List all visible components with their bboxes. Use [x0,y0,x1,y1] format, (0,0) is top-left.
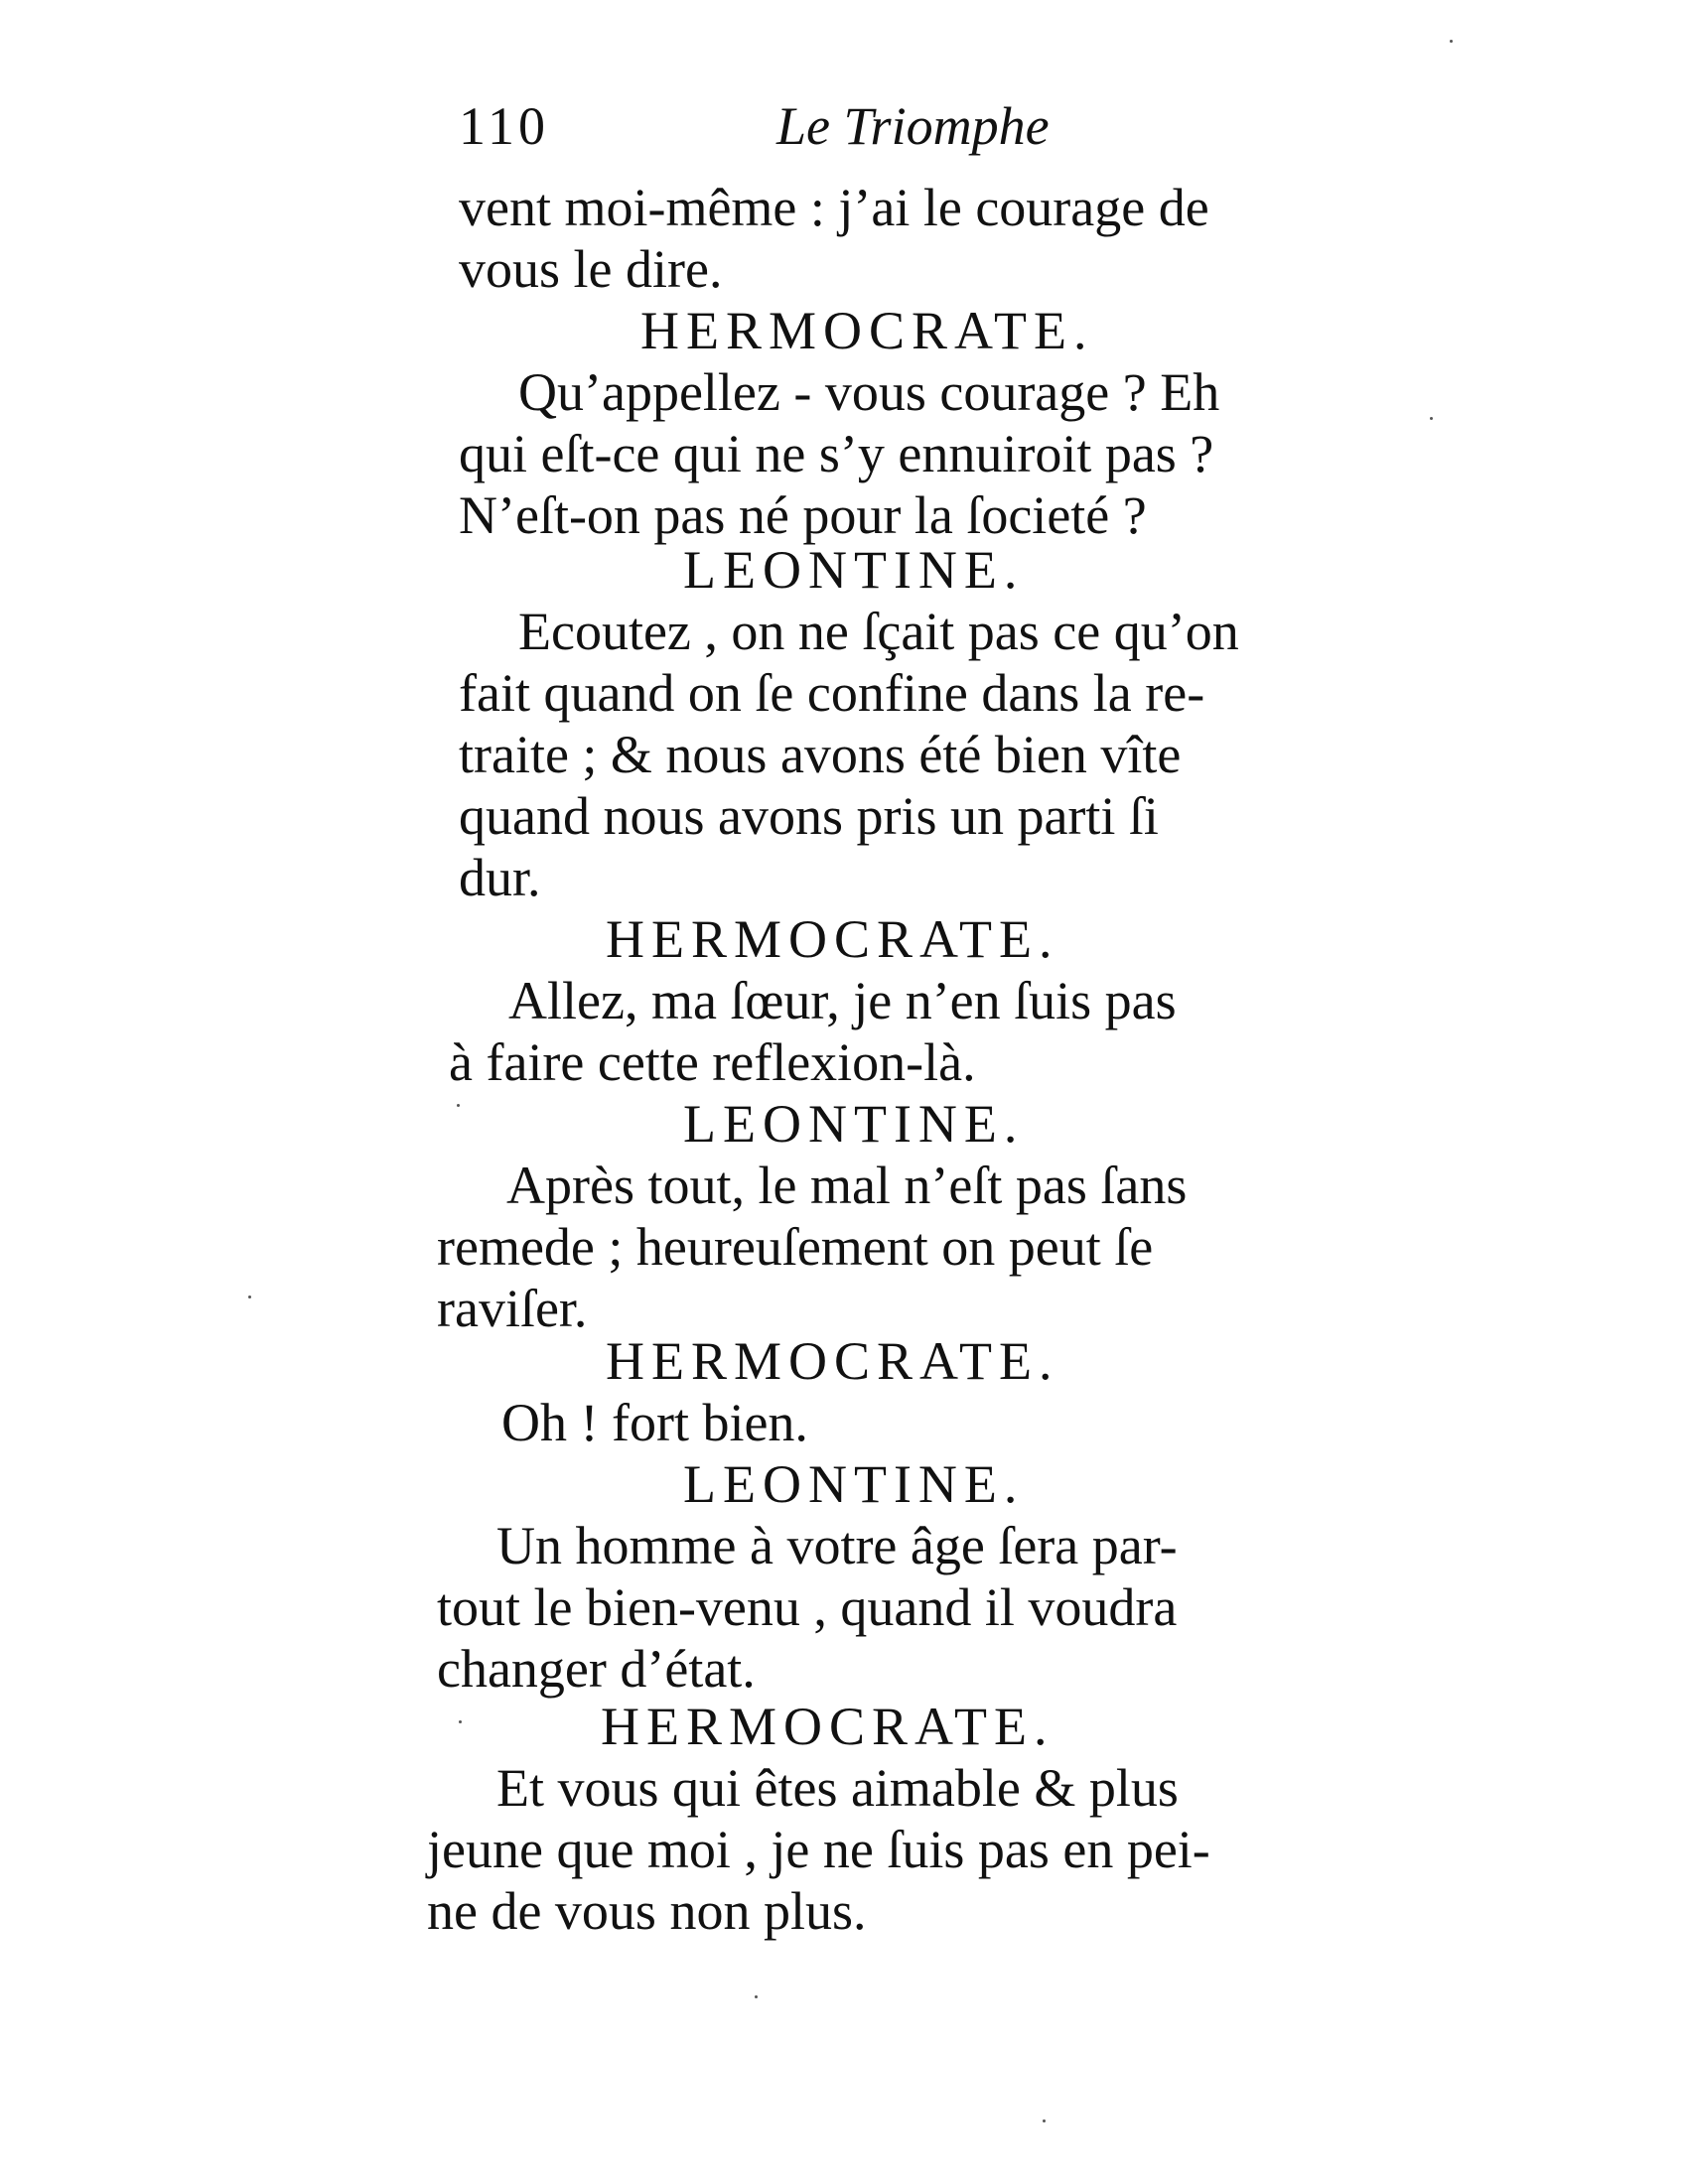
running-header [459,95,1392,165]
scan-speck [459,1720,462,1723]
text-line: Allez, ma ſœur, je n’en ſuis pas [508,971,1177,1030]
text-line: fait quand on ſe confine dans la re- [459,663,1205,723]
text-line: quand nous avons pris un parti ſi [459,786,1159,846]
speaker-name: LEONTINE. [683,540,1025,600]
text-line: Un homme à votre âge ſera par- [496,1516,1178,1575]
text-line: N’eſt-on pas né pour la ſocieté ? [459,485,1147,545]
text-line: Après tout, le mal n’eſt pas ſans [506,1156,1188,1215]
text-line: Oh ! fort bien. [501,1393,808,1452]
speaker-name: HERMOCRATE. [601,1697,1055,1756]
text-line: Ecoutez , on ne ſçait pas ce qu’on [518,602,1239,661]
speaker-name: LEONTINE. [683,1094,1025,1154]
text-line: Qu’appellez - vous courage ? Eh [518,362,1220,422]
text-line: Et vous qui êtes aimable & plus [496,1758,1179,1818]
scan-speck [1450,40,1453,43]
text-line: raviſer. [437,1279,588,1338]
speaker-name: HERMOCRATE. [606,909,1059,969]
text-line: ne de vous non plus. [427,1881,867,1941]
text-line: jeune que moi , je ne ſuis pas en pei- [427,1820,1210,1879]
scan-speck [755,1995,758,1998]
running-title: Le Triomphe [776,96,1050,156]
speaker-name: LEONTINE. [683,1454,1025,1514]
text-line: remede ; heureuſement on peut ſe [437,1217,1154,1277]
text-line: à faire cette reflexion-là. [449,1032,976,1092]
text-line: changer d’état. [437,1639,756,1699]
text-line: vous le dire. [459,239,723,299]
scan-speck [457,1104,460,1107]
scan-speck [248,1296,251,1298]
speaker-name: HERMOCRATE. [640,301,1094,360]
text-line: tout le bien-venu , quand il voudra [437,1577,1178,1637]
scan-speck [1043,2119,1046,2122]
speaker-name: HERMOCRATE. [606,1331,1059,1391]
page-number: 110 [459,96,549,156]
text-line: qui eſt-ce qui ne s’y ennuiroit pas ? [459,424,1214,483]
text-line: vent moi-même : j’ai le courage de [459,178,1209,237]
text-line: dur. [459,848,541,907]
scan-speck [1430,417,1433,420]
text-line: traite ; & nous avons été bien vîte [459,725,1182,784]
